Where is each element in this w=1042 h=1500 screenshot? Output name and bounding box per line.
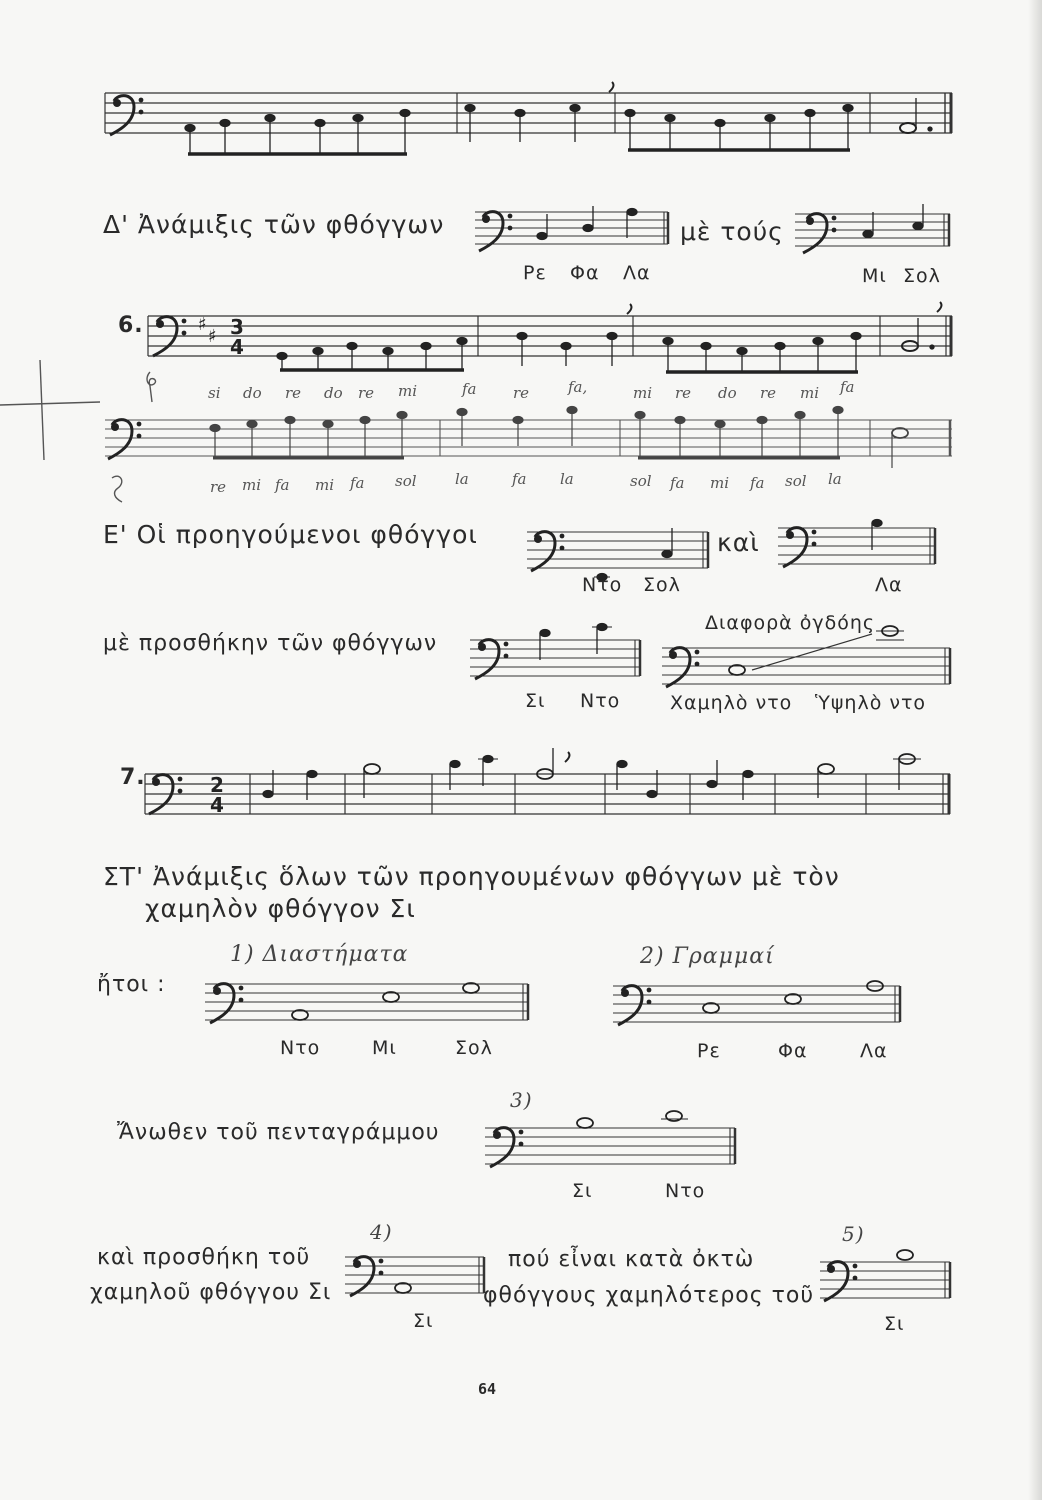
solfege-upper: re xyxy=(760,384,777,402)
solfege-upper: fa xyxy=(840,378,855,396)
solfege-upper: si xyxy=(208,384,221,402)
section-e-heading: Ε' Οἱ προηγούμενοι φθόγγοι xyxy=(103,520,478,549)
solfege-lower: sol xyxy=(395,472,417,490)
note-label-st-sol: Σολ xyxy=(455,1037,493,1059)
solfege-lower: fa xyxy=(750,474,765,492)
staff-e-3 xyxy=(470,640,640,676)
solfege-upper: fa xyxy=(462,380,477,398)
solfege-upper: re xyxy=(358,384,375,402)
note-label-d-fa: Φα xyxy=(570,262,600,284)
solfege-lower: fa xyxy=(512,470,527,488)
staff-st-2 xyxy=(613,986,900,1022)
octave-low-label: Χαμηλὸ ντο xyxy=(670,692,793,714)
note-label-d-sol: Σολ xyxy=(903,265,941,287)
note-label-e-sol: Σολ xyxy=(643,574,681,596)
note-label-st-mi: Μι xyxy=(372,1037,397,1059)
label-lines: 2) Γραμμαί xyxy=(640,944,775,969)
note-label-e-do: Ντο xyxy=(582,574,623,596)
addition-text-1: καὶ προσθήκη τοῦ xyxy=(97,1245,311,1270)
solfege-upper: re xyxy=(513,384,530,402)
staff-e-2 xyxy=(778,528,935,564)
section-d-heading: Δ' Ἀνάμιξις τῶν φθόγγων xyxy=(103,210,445,239)
solfege-lower: la xyxy=(828,470,842,488)
above-staff-text: Ἄνωθεν τοῦ πενταγράμμου xyxy=(117,1120,440,1145)
time-sig-7-bottom: 4 xyxy=(210,793,224,817)
label-3: 3) xyxy=(510,1088,533,1112)
solfege-lower: sol xyxy=(630,472,652,490)
note-label-st-si: Σι xyxy=(572,1180,593,1202)
solfege-upper: re xyxy=(285,384,302,402)
section-e-addition: μὲ προσθήκην τῶν φθόγγων xyxy=(103,631,438,656)
svg-text:♯: ♯ xyxy=(208,326,217,347)
time-sig-6-top: 3 xyxy=(230,315,244,339)
solfege-lower: fa xyxy=(350,474,365,492)
addition-text-2: χαμηλοῦ φθόγγου Σι xyxy=(90,1280,332,1305)
note-label-st-fa: Φα xyxy=(778,1040,808,1062)
note-label-d-re: Ρε xyxy=(523,262,547,284)
note-label-d-la: Λα xyxy=(623,262,651,284)
exercise-7-number: 7. xyxy=(120,765,146,790)
time-sig-6-bottom: 4 xyxy=(230,335,244,359)
staff-exercise-6 xyxy=(148,316,952,356)
solfege-lower: re xyxy=(210,478,227,496)
note-label-e-do2: Ντο xyxy=(580,690,621,712)
solfege-upper: mi xyxy=(398,382,418,400)
octave-difference-label: Διαφορὰ ὀγδόης xyxy=(705,612,876,634)
solfege-upper: fa, xyxy=(568,378,588,396)
label-5: 5) xyxy=(842,1222,865,1246)
note-label-st-si-5: Σι xyxy=(884,1313,905,1335)
solfege-lower: la xyxy=(560,470,574,488)
solfege-upper: mi xyxy=(633,384,653,402)
section-st-heading-2: χαμηλὸν φθόγγον Σι xyxy=(145,894,416,923)
staff-e-4 xyxy=(662,634,950,684)
solfege-upper: do xyxy=(324,384,343,402)
scan-edge xyxy=(1028,0,1042,1500)
solfege-lower: sol xyxy=(785,472,807,490)
solfege-upper: mi xyxy=(800,384,820,402)
solfege-lower: mi xyxy=(315,476,335,494)
section-st-heading-1: ΣΤ' Ἀνάμιξις ὅλων τῶν προηγουμένων φθόγγων μὲ τὸν xyxy=(103,862,840,891)
note-label-st-do: Ντο xyxy=(280,1037,321,1059)
solfege-upper: do xyxy=(243,384,262,402)
page-number: 64 xyxy=(478,1380,497,1398)
note-label-e-si: Σι xyxy=(525,690,546,712)
solfege-lower: mi xyxy=(242,476,262,494)
note-label-st-re: Ρε xyxy=(697,1040,721,1062)
time-sig-7-top: 2 xyxy=(210,773,224,797)
section-e-connector: καὶ xyxy=(717,528,760,557)
exercise-6-number: 6. xyxy=(118,313,144,338)
solfege-upper: do xyxy=(718,384,737,402)
staff-system-1 xyxy=(105,93,952,133)
note-label-d-mi: Μι xyxy=(862,265,887,287)
octave-high-label: Ὑψηλὸ ντο xyxy=(815,692,927,714)
solfege-lower: fa xyxy=(275,476,290,494)
note-label-st-la: Λα xyxy=(860,1040,888,1062)
middle-text-2: φθόγγους χαμηλότερος τοῦ xyxy=(483,1283,815,1308)
itoi-label: ἤτοι : xyxy=(97,972,166,997)
section-d-connector: μὲ τούς xyxy=(680,217,784,246)
svg-text:♯: ♯ xyxy=(198,314,207,335)
middle-text-1: πού εἶναι κατὰ ὀκτὼ xyxy=(508,1247,755,1272)
solfege-lower: fa xyxy=(670,474,685,492)
note-label-e-la: Λα xyxy=(875,574,903,596)
solfege-lower: la xyxy=(455,470,469,488)
solfege-lower: mi xyxy=(710,474,730,492)
label-intervals: 1) Διαστήματα xyxy=(230,942,409,967)
solfege-upper: re xyxy=(675,384,692,402)
note-label-st-do-high: Ντο xyxy=(665,1180,706,1202)
note-label-st-si-low: Σι xyxy=(413,1310,434,1332)
label-4: 4) xyxy=(370,1220,393,1244)
